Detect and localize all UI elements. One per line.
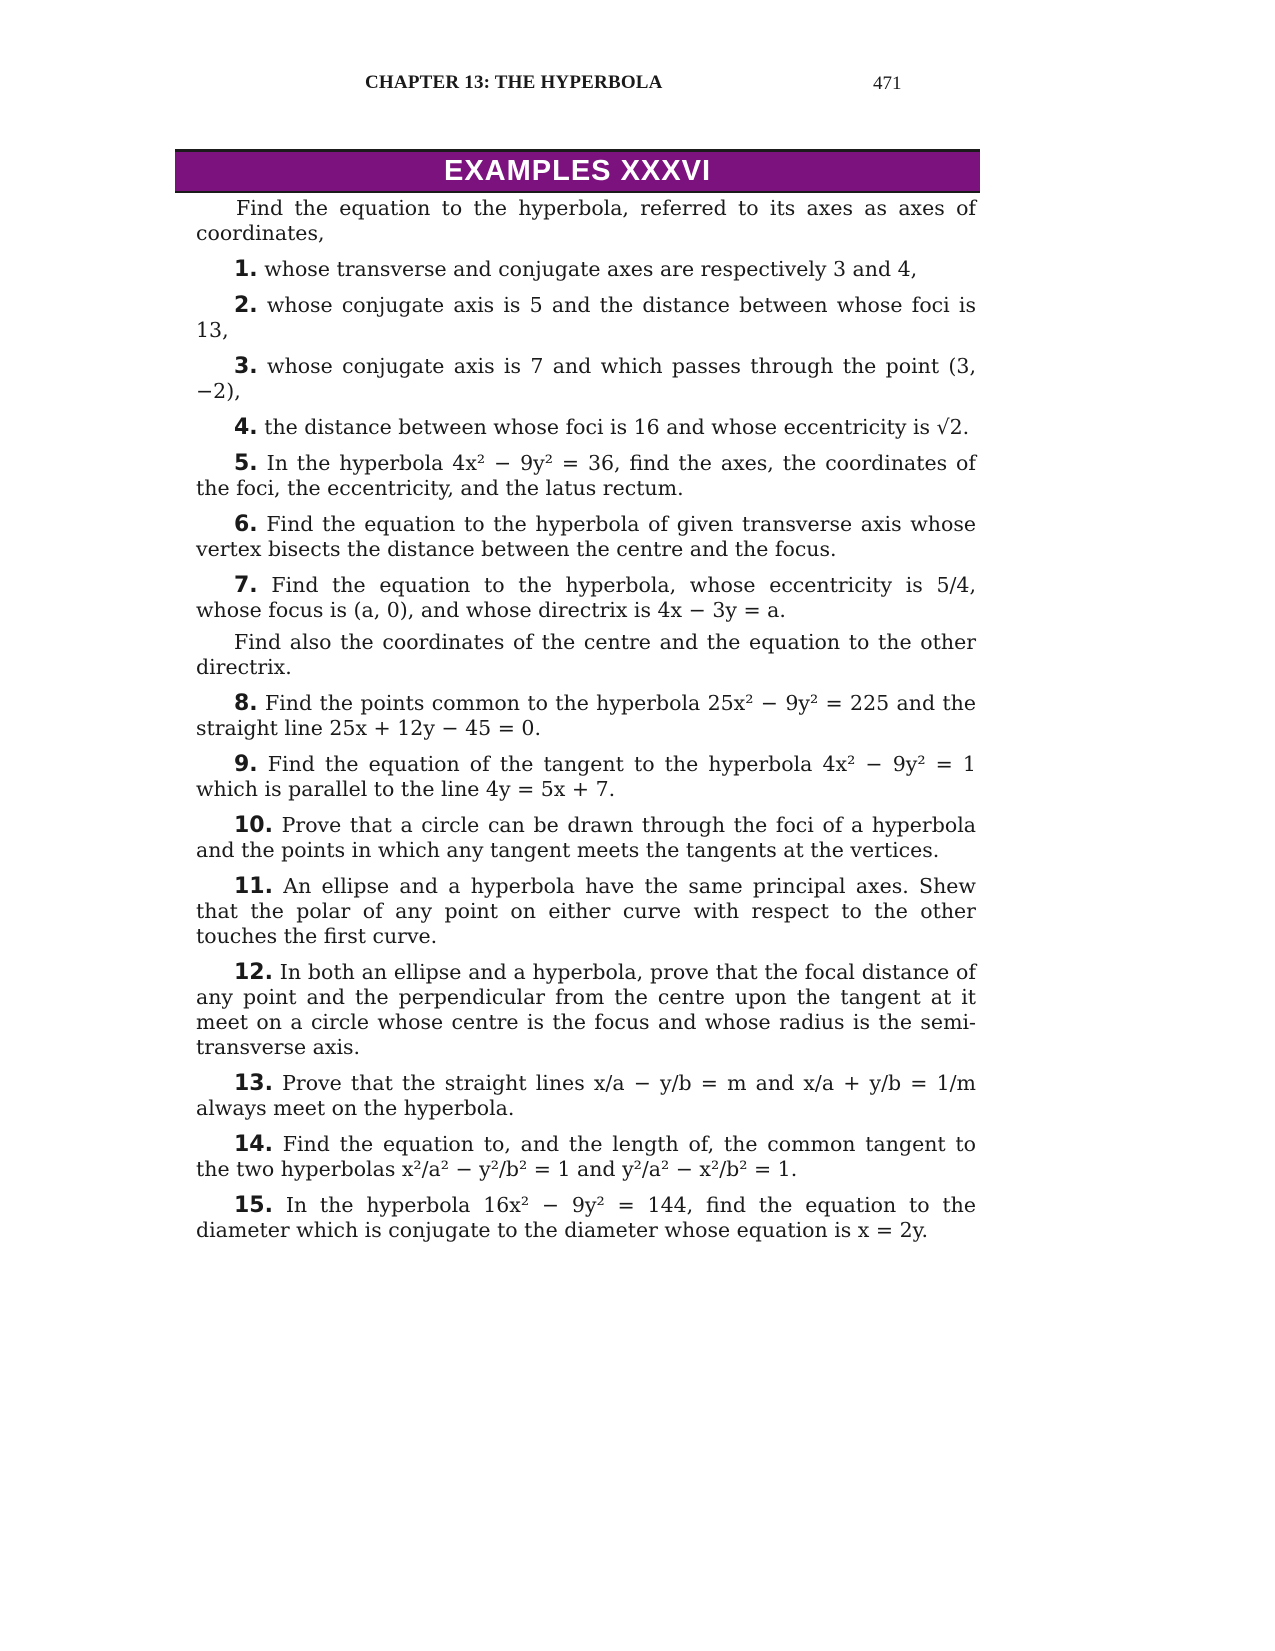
example-text: Find the equation of the tangent to the hyperbola 4x² − 9y² = 1 which is parallel to the line 4y = 5x + 7. <box>196 752 976 801</box>
example-1 <box>196 257 976 282</box>
example-13 <box>196 1071 976 1121</box>
running-head: CHAPTER 13: THE HYPERBOLA <box>365 72 663 93</box>
example-4 <box>196 415 976 440</box>
example-text: whose transverse and conjugate axes are respectively 3 and 4, <box>264 257 918 281</box>
example-text: In both an ellipse and a hyperbola, prove that the focal distance of any point and the perpendicular from the centre upon the tangent at it meet on a circle whose centre is the focus and whose radius is the semi-transverse axis. <box>196 960 976 1059</box>
example-number: 13. <box>234 1071 273 1096</box>
example-8 <box>196 691 976 741</box>
example-number: 6. <box>234 512 258 537</box>
example-number: 3. <box>234 354 258 379</box>
example-number: 7. <box>234 573 258 598</box>
example-number: 12. <box>234 960 273 985</box>
example-number: 8. <box>234 691 258 716</box>
example-text: Find the points common to the hyperbola 25x² − 9y² = 225 and the straight line 25x + 12y − 45 = 0. <box>196 691 976 740</box>
section-title: EXAMPLES XXXVI <box>443 155 711 187</box>
banner-corner-rule <box>175 191 188 193</box>
example-text: whose conjugate axis is 7 and which passes through the point (3, −2), <box>196 354 976 403</box>
example-5 <box>196 451 976 501</box>
example-number: 1. <box>234 257 258 282</box>
example-7 <box>196 573 976 623</box>
example-text: In the hyperbola 16x² − 9y² = 144, find the equation to the diameter which is conjugate to the diameter whose equation is x = 2y. <box>196 1193 976 1242</box>
example-3 <box>196 354 976 404</box>
example-text: Find the equation to the hyperbola, whose eccentricity is 5/4, whose focus is (a, 0), and whose directrix is 4x − 3y = a. <box>196 573 976 622</box>
example-7-followup: Find also the coordinates of the centre and the equation to the other directrix. <box>196 630 976 679</box>
example-10 <box>196 813 976 863</box>
example-9 <box>196 752 976 802</box>
example-12 <box>196 960 976 1060</box>
example-2 <box>196 293 976 343</box>
example-14 <box>196 1132 976 1182</box>
example-text: An ellipse and a hyperbola have the same principal axes. Shew that the polar of any point on either curve with respect to the other touches the first curve. <box>196 874 976 948</box>
example-11 <box>196 874 976 949</box>
example-number: 2. <box>234 293 258 318</box>
example-text: In the hyperbola 4x² − 9y² = 36, find the axes, the coordinates of the foci, the eccentricity, and the latus rectum. <box>196 451 976 500</box>
example-6 <box>196 512 976 562</box>
example-number: 10. <box>234 813 273 838</box>
examples-intro: Find the equation to the hyperbola, referred to its axes as axes of coordinates, <box>196 196 976 245</box>
example-number: 5. <box>234 451 258 476</box>
example-text: Prove that a circle can be drawn through the foci of a hyperbola and the points in which any tangent meets the tangents at the vertices. <box>196 813 976 862</box>
example-15 <box>196 1193 976 1243</box>
example-text: Find the equation to the hyperbola of given transverse axis whose vertex bisects the distance between the centre and the focus. <box>196 512 976 561</box>
example-text: Prove that the straight lines x/a − y/b = m and x/a + y/b = 1/m always meet on the hyperbola. <box>196 1071 976 1120</box>
example-number: 14. <box>234 1132 273 1157</box>
example-number: 15. <box>234 1193 273 1218</box>
example-text: the distance between whose foci is 16 and whose eccentricity is √2. <box>264 415 970 439</box>
page-number: 471 <box>873 73 902 94</box>
example-number: 4. <box>234 415 258 440</box>
examples-body <box>196 196 976 1254</box>
example-text: whose conjugate axis is 5 and the distance between whose foci is 13, <box>196 293 976 342</box>
example-number: 11. <box>234 874 273 899</box>
example-text: Find the equation to, and the length of, the common tangent to the two hyperbolas x²/a² − y²/b² = 1 and y²/a² − x²/b² = 1. <box>196 1132 976 1181</box>
section-banner <box>175 149 980 193</box>
example-number: 9. <box>234 752 258 777</box>
